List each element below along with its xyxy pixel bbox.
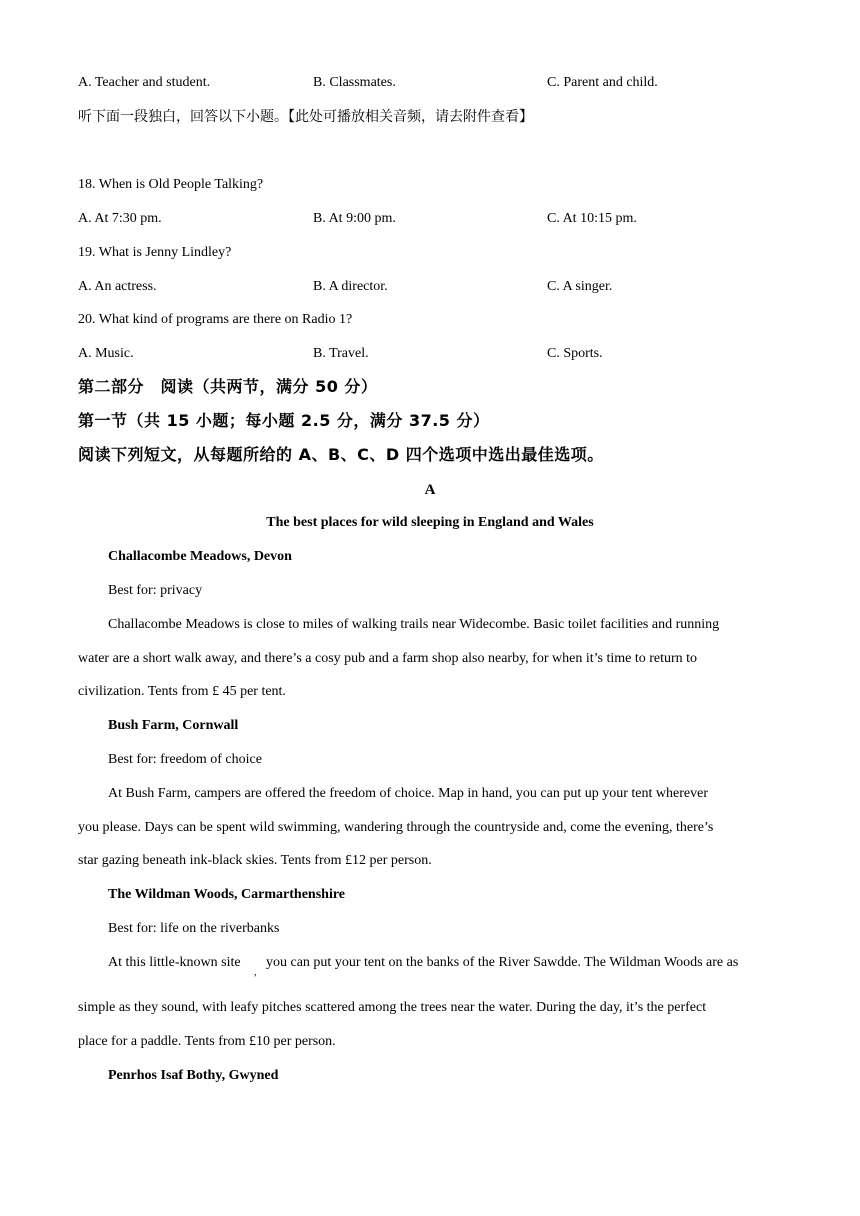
wildman-line-1-part-2: you can put your tent on the banks of the River Sawdde. The Wildman Woods are as <box>266 955 739 970</box>
best-for-wildman-woods: Best for: life on the riverbanks <box>108 921 280 936</box>
bush-farm-line-3: star gazing beneath ink-black skies. Tents from £12 per person. <box>78 853 432 868</box>
monologue-instruction: 听下面一段独白，回答以下小题。【此处可播放相关音频，请去附件查看】 <box>78 109 533 125</box>
q17-option-c: C. Parent and child. <box>547 75 658 90</box>
q17-option-b: B. Classmates. <box>313 75 396 90</box>
question-18-option-b: B. At 9:00 pm. <box>313 211 396 226</box>
part2-heading: 第二部分 阅读（共两节，满分 50 分） <box>78 377 378 396</box>
question-20-option-b: B. Travel. <box>313 346 369 361</box>
place-name-bush-farm: Bush Farm, Cornwall <box>108 718 239 733</box>
question-19-option-c: C. A singer. <box>547 279 613 294</box>
wildman-line-2: simple as they sound, with leafy pitches scattered among the trees near the water. During the day, it’s the perfect <box>78 1000 707 1015</box>
bush-farm-line-2: you please. Days can be spent wild swimming, wandering through the countryside and, come the evening, there’s <box>78 820 714 835</box>
section1-heading: 第一节（共 15 小题；每小题 2.5 分，满分 37.5 分） <box>78 411 490 430</box>
question-20-option-a: A. Music. <box>78 346 134 361</box>
question-19-option-a: A. An actress. <box>78 279 157 294</box>
question-18-option-a: A. At 7:30 pm. <box>78 211 162 226</box>
challacombe-line-1: Challacombe Meadows is close to miles of walking trails near Widecombe. Basic toilet facilities and running <box>108 617 720 632</box>
question-18-option-c: C. At 10:15 pm. <box>547 211 637 226</box>
challacombe-line-2: water are a short walk away, and there’s a cosy pub and a farm shop also nearby, for when it’s time to return to <box>78 651 698 666</box>
question-19-stem: 19. What is Jenny Lindley? <box>78 245 232 260</box>
question-19-option-b: B. A director. <box>313 279 388 294</box>
question-18-stem: 18. When is Old People Talking? <box>78 177 264 192</box>
wildman-line-1-comma: , <box>254 967 257 978</box>
question-20-stem: 20. What kind of programs are there on Radio 1? <box>78 312 353 327</box>
challacombe-line-3: civilization. Tents from £ 45 per tent. <box>78 684 286 699</box>
passage-title: The best places for wild sleeping in England and Wales <box>266 515 594 530</box>
reading-instruction: 阅读下列短文，从每题所给的 A、B、C、D 四个选项中选出最佳选项。 <box>78 445 604 464</box>
question-20-option-c: C. Sports. <box>547 346 603 361</box>
place-name-wildman-woods: The Wildman Woods, Carmarthenshire <box>108 887 346 902</box>
place-name-challacombe: Challacombe Meadows, Devon <box>108 549 292 564</box>
bush-farm-line-1: At Bush Farm, campers are offered the freedom of choice. Map in hand, you can put up your tent wherever <box>108 786 708 801</box>
best-for-bush-farm: Best for: freedom of choice <box>108 752 262 767</box>
passage-letter: A <box>424 482 436 498</box>
q17-option-a: A. Teacher and student. <box>78 75 211 90</box>
best-for-challacombe: Best for: privacy <box>108 583 203 598</box>
wildman-line-1-part-1: At this little-known site <box>108 955 241 970</box>
place-name-penrhos: Penrhos Isaf Bothy, Gwyned <box>108 1068 279 1083</box>
wildman-line-3: place for a paddle. Tents from £10 per person. <box>78 1034 336 1049</box>
